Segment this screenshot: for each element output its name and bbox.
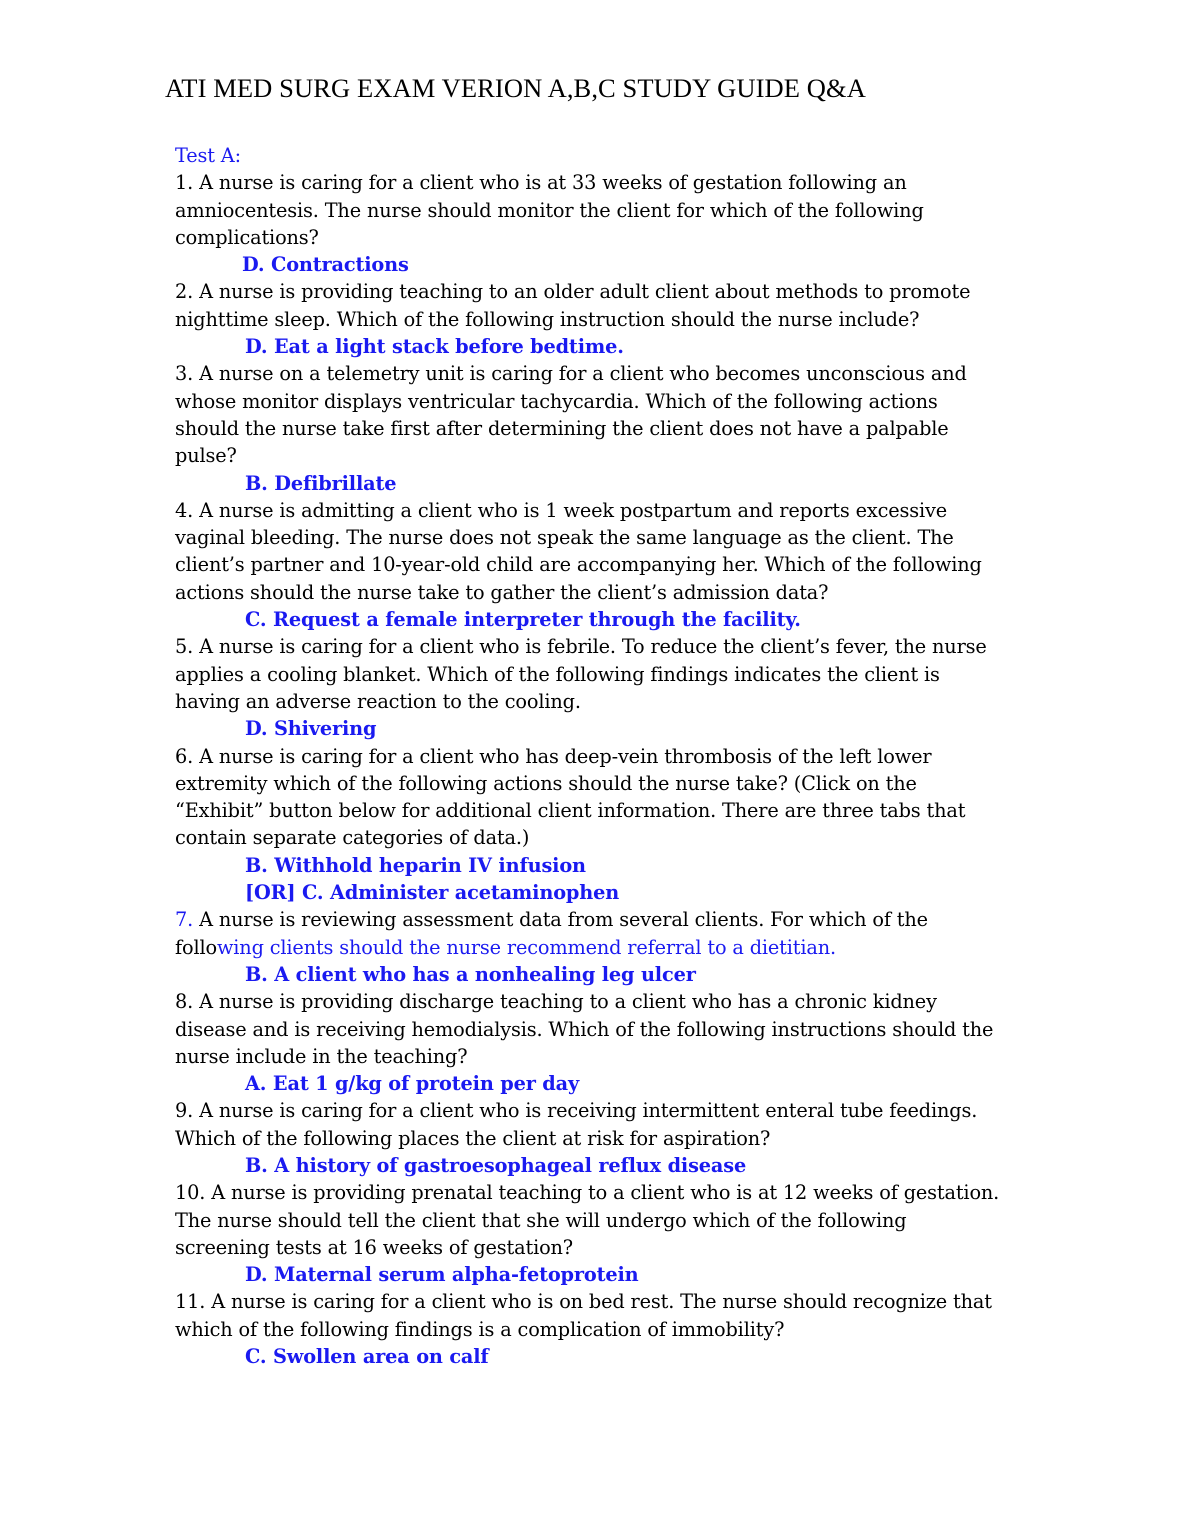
question-text-line: 5. A nurse is caring for a client who is febrile. To reduce the client’s fever, the nurse [175,635,987,659]
answer-text: C. Swollen area on calf [245,1345,489,1369]
question-text-line: amniocentesis. The nurse should monitor the client for which of the following [175,198,924,222]
question-8 [175,988,1025,1097]
question-10 [175,1179,1025,1288]
question-text-line: client’s partner and 10-year-old child are accompanying her. Which of the following [175,553,982,577]
question-text-line: vaginal bleeding. The nurse does not speak the same language as the client. The [175,526,954,550]
question-text-line: nighttime sleep. Which of the following instruction should the nurse include? [175,307,920,331]
question-text-line: 8. A nurse is providing discharge teaching to a client who has a chronic kidney [175,990,937,1014]
answer-text-alternate: [OR] C. Administer acetaminophen [245,881,620,905]
question-2 [175,278,1025,360]
question-text-line: 4. A nurse is admitting a client who is 1 week postpartum and reports excessive [175,498,948,522]
question-text-line: The nurse should tell the client that she will undergo which of the following [175,1208,907,1232]
answer-text: B. Defibrillate [245,471,397,495]
question-9 [175,1097,1025,1179]
answer-text: A. Eat 1 g/kg of protein per day [245,1072,579,1096]
question-text-line: complications? [175,225,319,249]
answer-text: C. Request a female interpreter through the facility. [245,608,801,632]
question-text-line: 10. A nurse is providing prenatal teaching to a client who is at 12 weeks of gestation. [175,1181,1000,1205]
answer-text: D. Maternal serum alpha-fetoprotein [245,1263,639,1287]
document-title: ATI MED SURG EXAM VERION A,B,C STUDY GUIDE Q&A [165,73,866,103]
document-body [175,142,1025,1370]
question-text-segment: A nurse is reviewing assessment data from several clients. For which of the [199,908,928,932]
question-7 [175,906,1025,988]
question-text-line: 11. A nurse is caring for a client who is on bed rest. The nurse should recognize that [175,1290,992,1314]
question-text-segment: follo [175,935,217,959]
question-text-line: 6. A nurse is caring for a client who has deep-vein thrombosis of the left lower [175,744,932,768]
question-number: 7. [175,908,194,932]
question-text-line: 1. A nurse is caring for a client who is at 33 weeks of gestation following an [175,171,907,195]
question-text-line: having an adverse reaction to the cooling. [175,689,581,713]
section-label: Test A: [175,144,241,167]
question-text-line: “Exhibit” button below for additional client information. There are three tabs that [175,799,966,823]
question-text-line: which of the following findings is a complication of immobility? [175,1317,785,1341]
question-text-line: extremity which of the following actions should the nurse take? (Click on the [175,771,917,795]
question-1 [175,169,1025,278]
question-text-line: whose monitor displays ventricular tachycardia. Which of the following actions [175,389,938,413]
question-text-line [175,906,1025,933]
question-text-line: 9. A nurse is caring for a client who is receiving intermittent enteral tube feedings. [175,1099,978,1123]
question-11 [175,1288,1025,1370]
question-text-line [175,934,1025,961]
question-text-segment-highlight: wing clients should the nurse recommend referral to a dietitian. [216,935,837,959]
answer-text: B. A history of gastroesophageal reflux disease [245,1153,747,1177]
answer-text: D. Contractions [242,253,409,277]
question-text-line: Which of the following places the client at risk for aspiration? [175,1126,771,1150]
question-4 [175,497,1025,633]
question-text-line: 2. A nurse is providing teaching to an older adult client about methods to promote [175,280,971,304]
answer-text: D. Shivering [245,717,377,741]
answer-text: D. Eat a light stack before bedtime. [245,335,624,359]
question-text-line: should the nurse take first after determining the client does not have a palpable [175,416,949,440]
question-text-line: nurse include in the teaching? [175,1044,468,1068]
question-text-line: 3. A nurse on a telemetry unit is caring for a client who becomes unconscious and [175,362,967,386]
question-text-line: actions should the nurse take to gather the client’s admission data? [175,580,829,604]
answer-text: B. Withhold heparin IV infusion [245,853,586,877]
answer-text: B. A client who has a nonhealing leg ulcer [245,962,696,986]
question-text-line: pulse? [175,444,237,468]
question-text-line: contain separate categories of data.) [175,826,530,850]
question-text-line: applies a cooling blanket. Which of the following findings indicates the client is [175,662,940,686]
question-3 [175,360,1025,496]
question-6 [175,743,1025,907]
question-text-line: disease and is receiving hemodialysis. Which of the following instructions should the [175,1017,994,1041]
question-text-line: screening tests at 16 weeks of gestation? [175,1235,573,1259]
question-5 [175,633,1025,742]
